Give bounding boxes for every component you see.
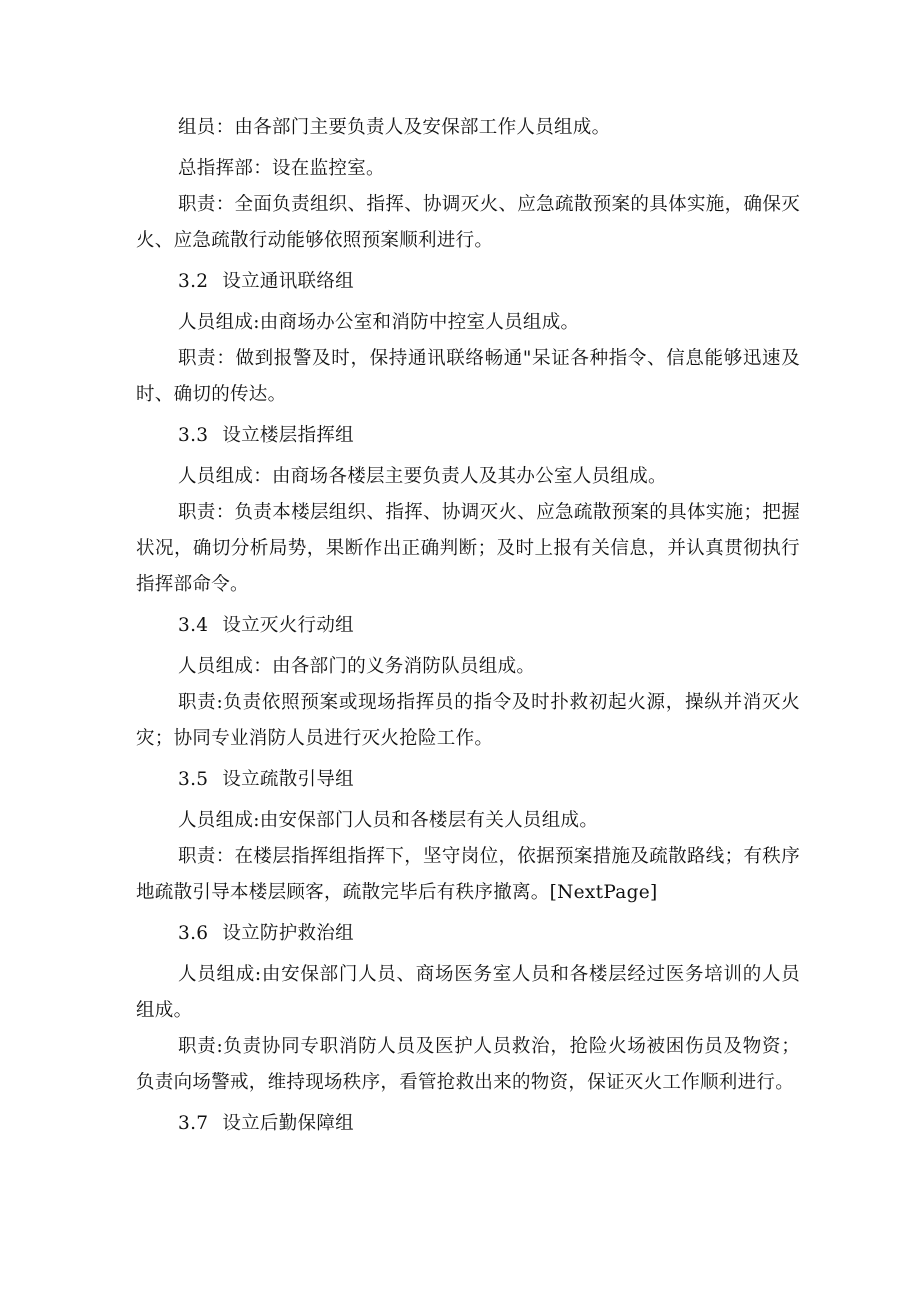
paragraph-communication-duties: 职责：做到报警及时，保持通讯联络畅通"呆证各种指令、信息能够迅速及时、确切的传达。 bbox=[136, 348, 800, 405]
paragraph-floor-command-members: 人员组成：由商场各楼层主要负责人及其办公室人员组成。 bbox=[178, 466, 667, 487]
paragraph-evacuation-members: 人员组成:由安保部门人员和各楼层有关人员组成。 bbox=[178, 810, 599, 831]
paragraph-headquarters-duties: 职责：全面负责组织、指挥、协调灭火、应急疏散预案的具体实施，确保灭火、应急疏散行动能够依照预案顺利进行。 bbox=[136, 194, 800, 251]
section-heading-3-5 bbox=[136, 762, 800, 798]
section-title: 设立防护救治组 bbox=[222, 923, 354, 944]
paragraph-firefighting-duties: 职责:负责依照预案或现场指挥员的指令及时扑救初起火源，操纵并消灭火灾；协同专业消防人员进行灭火抢险工作。 bbox=[136, 692, 800, 749]
section-title: 设立疏散引导组 bbox=[222, 769, 354, 790]
section-number: 3.6 bbox=[178, 923, 209, 944]
paragraph-firefighting-members: 人员组成：由各部门的义务消防队员组成。 bbox=[178, 656, 536, 677]
paragraph-communication-members: 人员组成:由商场办公室和消防中控室人员组成。 bbox=[178, 312, 580, 333]
section-title: 设立后勤保障组 bbox=[222, 1113, 354, 1134]
section-number: 3.4 bbox=[178, 615, 209, 636]
section-heading-3-3 bbox=[136, 418, 800, 454]
section-title: 设立楼层指挥组 bbox=[222, 425, 354, 446]
section-heading-3-4 bbox=[136, 608, 800, 644]
section-number: 3.2 bbox=[178, 271, 209, 292]
section-heading-3-2 bbox=[136, 264, 800, 300]
paragraph-floor-command-duties: 职责：负责本楼层组织、指挥、协调灭火、应急疏散预案的具体实施；把握状况，确切分析局势，果断作出正确判断；及时上报有关信息，并认真贯彻执行指挥部命令。 bbox=[136, 502, 800, 595]
paragraph-members: 组员：由各部门主要负责人及安保部工作人员组成。 bbox=[178, 117, 611, 138]
section-heading-3-6 bbox=[136, 916, 800, 952]
section-title: 设立灭火行动组 bbox=[222, 615, 354, 636]
section-number: 3.7 bbox=[178, 1113, 209, 1134]
paragraph-rescue-members: 人员组成:由安保部门人员、商场医务室人员和各楼层经过医务培训的人员组成。 bbox=[136, 964, 800, 1021]
section-title: 设立通讯联络组 bbox=[222, 271, 354, 292]
paragraph-rescue-duties: 职责:负责协同专职消防人员及医护人员救治，抢险火场被困伤员及物资；负责向场警戒，维持现场秩序，看管抢救出来的物资，保证灭火工作顺利进行。 bbox=[136, 1036, 800, 1093]
section-heading-3-7 bbox=[136, 1106, 800, 1142]
paragraph-headquarters: 总指挥部：设在监控室。 bbox=[178, 158, 385, 179]
section-number: 3.5 bbox=[178, 769, 209, 790]
section-number: 3.3 bbox=[178, 425, 209, 446]
paragraph-evacuation-duties: 职责：在楼层指挥组指挥下，坚守岗位，依据预案措施及疏散路线；有秩序地疏散引导本楼层顾客，疏散完毕后有秩序撤离。[NextPage] bbox=[136, 846, 800, 903]
document-page bbox=[136, 110, 800, 1142]
